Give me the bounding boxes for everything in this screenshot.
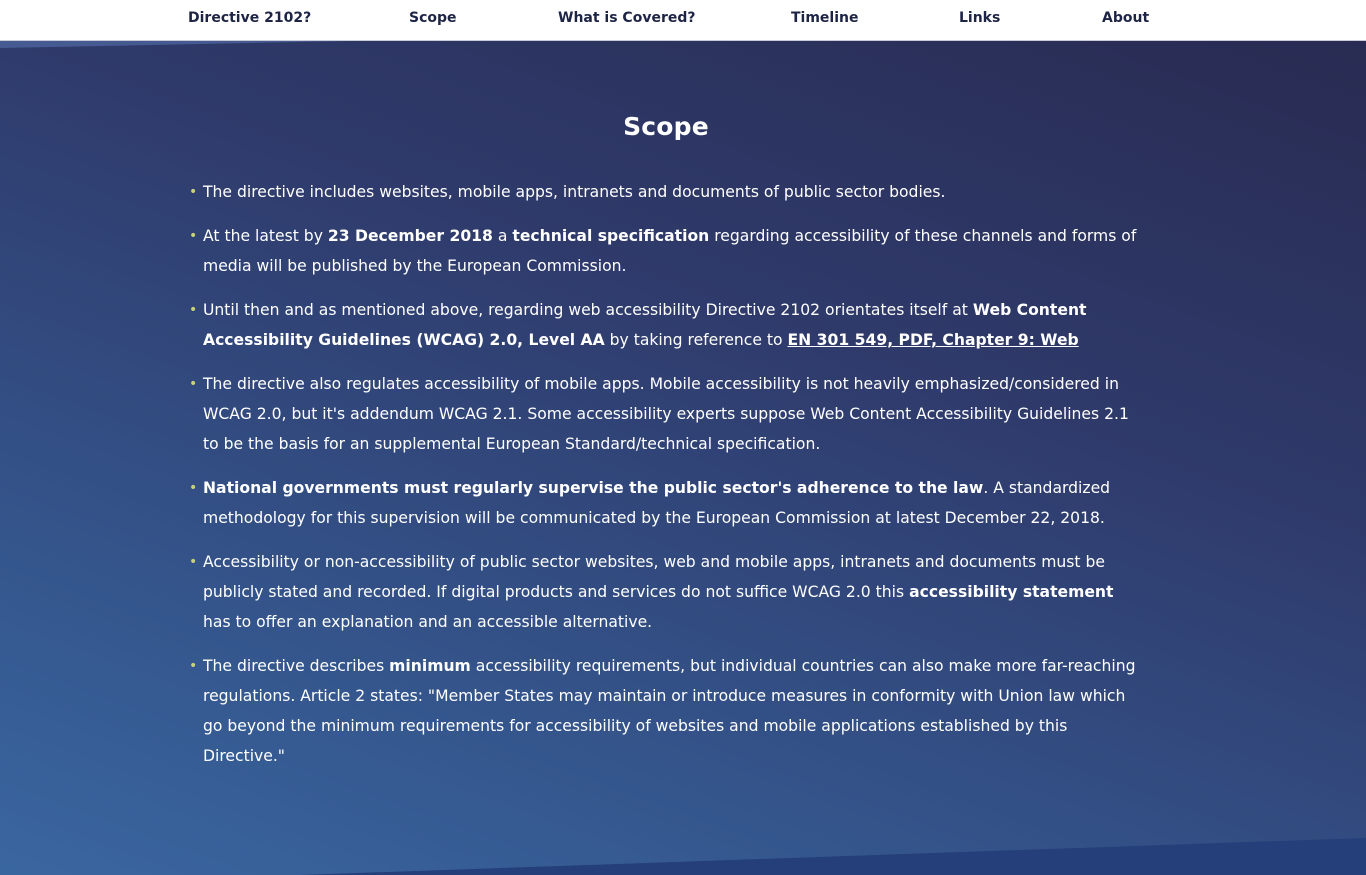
item-bold-text: technical specification xyxy=(512,227,710,245)
item-text: regarding accessibility of these channels and forms of media will be published by the European Commission. xyxy=(203,227,1137,275)
top-navigation xyxy=(0,0,1366,41)
item-text: by taking reference to xyxy=(604,331,788,349)
nav-item-scope[interactable]: Scope xyxy=(409,10,457,26)
bullet-icon: • xyxy=(189,554,198,570)
nav-item-what-is-covered[interactable]: What is Covered? xyxy=(558,10,696,26)
list-item xyxy=(186,295,1146,355)
item-text: Accessibility or non-accessibility of public sector websites, web and mobile apps, intranets and documents must be publicly stated and recorded. If digital products and services do not suffice WCAG 2.0 this xyxy=(203,553,1105,601)
section-title: Scope xyxy=(623,112,709,141)
nav-item-links[interactable]: Links xyxy=(959,10,1001,26)
bullet-icon: • xyxy=(189,658,198,674)
item-text: has to offer an explanation and an accessible alternative. xyxy=(203,613,653,631)
nav-item-about[interactable]: About xyxy=(1102,10,1150,26)
nav-item-directive-2102[interactable]: Directive 2102? xyxy=(188,10,312,26)
list-item xyxy=(186,651,1146,771)
list-item xyxy=(186,473,1146,533)
item-bold-text: National governments must regularly supervise the public sector's adherence to the law xyxy=(203,479,984,497)
item-bold-text: accessibility statement xyxy=(909,583,1114,601)
item-text: a xyxy=(492,227,513,245)
item-text: Until then and as mentioned above, regarding web accessibility Directive 2102 orientates itself at xyxy=(203,301,973,319)
en-301-549-link[interactable]: EN 301 549, PDF, Chapter 9: Web xyxy=(787,331,1079,349)
list-item xyxy=(186,369,1146,459)
item-bold-text: minimum xyxy=(389,657,471,675)
list-item xyxy=(186,221,1146,281)
item-bold-text: Web Content Accessibility Guidelines (WCAG) 2.0, Level AA xyxy=(203,301,1087,349)
bullet-icon: • xyxy=(189,302,198,318)
item-bold-text: 23 December 2018 xyxy=(327,227,493,245)
list-item xyxy=(186,177,1146,207)
item-text: At the latest by xyxy=(203,227,328,245)
list-item xyxy=(186,547,1146,637)
bullet-icon: • xyxy=(189,376,198,392)
nav-item-timeline[interactable]: Timeline xyxy=(791,10,859,26)
bullet-icon: • xyxy=(189,228,198,244)
scope-section xyxy=(186,100,1146,785)
scope-list xyxy=(186,177,1146,771)
bullet-icon: • xyxy=(189,184,198,200)
item-text: accessibility requirements, but individual countries can also make more far-reaching regulations. Article 2 states: "Member States may maintain or introduce measures in conformity with Union law which go beyond the minimum requirements for accessibility of websites and mobile applications established by this Directive." xyxy=(203,657,1136,765)
item-text: The directive also regulates accessibility of mobile apps. Mobile accessibility is not heavily emphasized/considered in WCAG 2.0, but it's addendum WCAG 2.1. Some accessibility experts suppose Web Content Accessibility Guidelines 2.1 to be the basis for an supplemental European Standard/technical specification. xyxy=(203,375,1129,453)
item-text: The directive describes xyxy=(203,657,390,675)
bullet-icon: • xyxy=(189,480,198,496)
item-text: The directive includes websites, mobile apps, intranets and documents of public sector bodies. xyxy=(203,183,946,201)
item-text: . A standardized methodology for this supervision will be communicated by the European Commission at latest December 22, 2018. xyxy=(203,479,1111,527)
